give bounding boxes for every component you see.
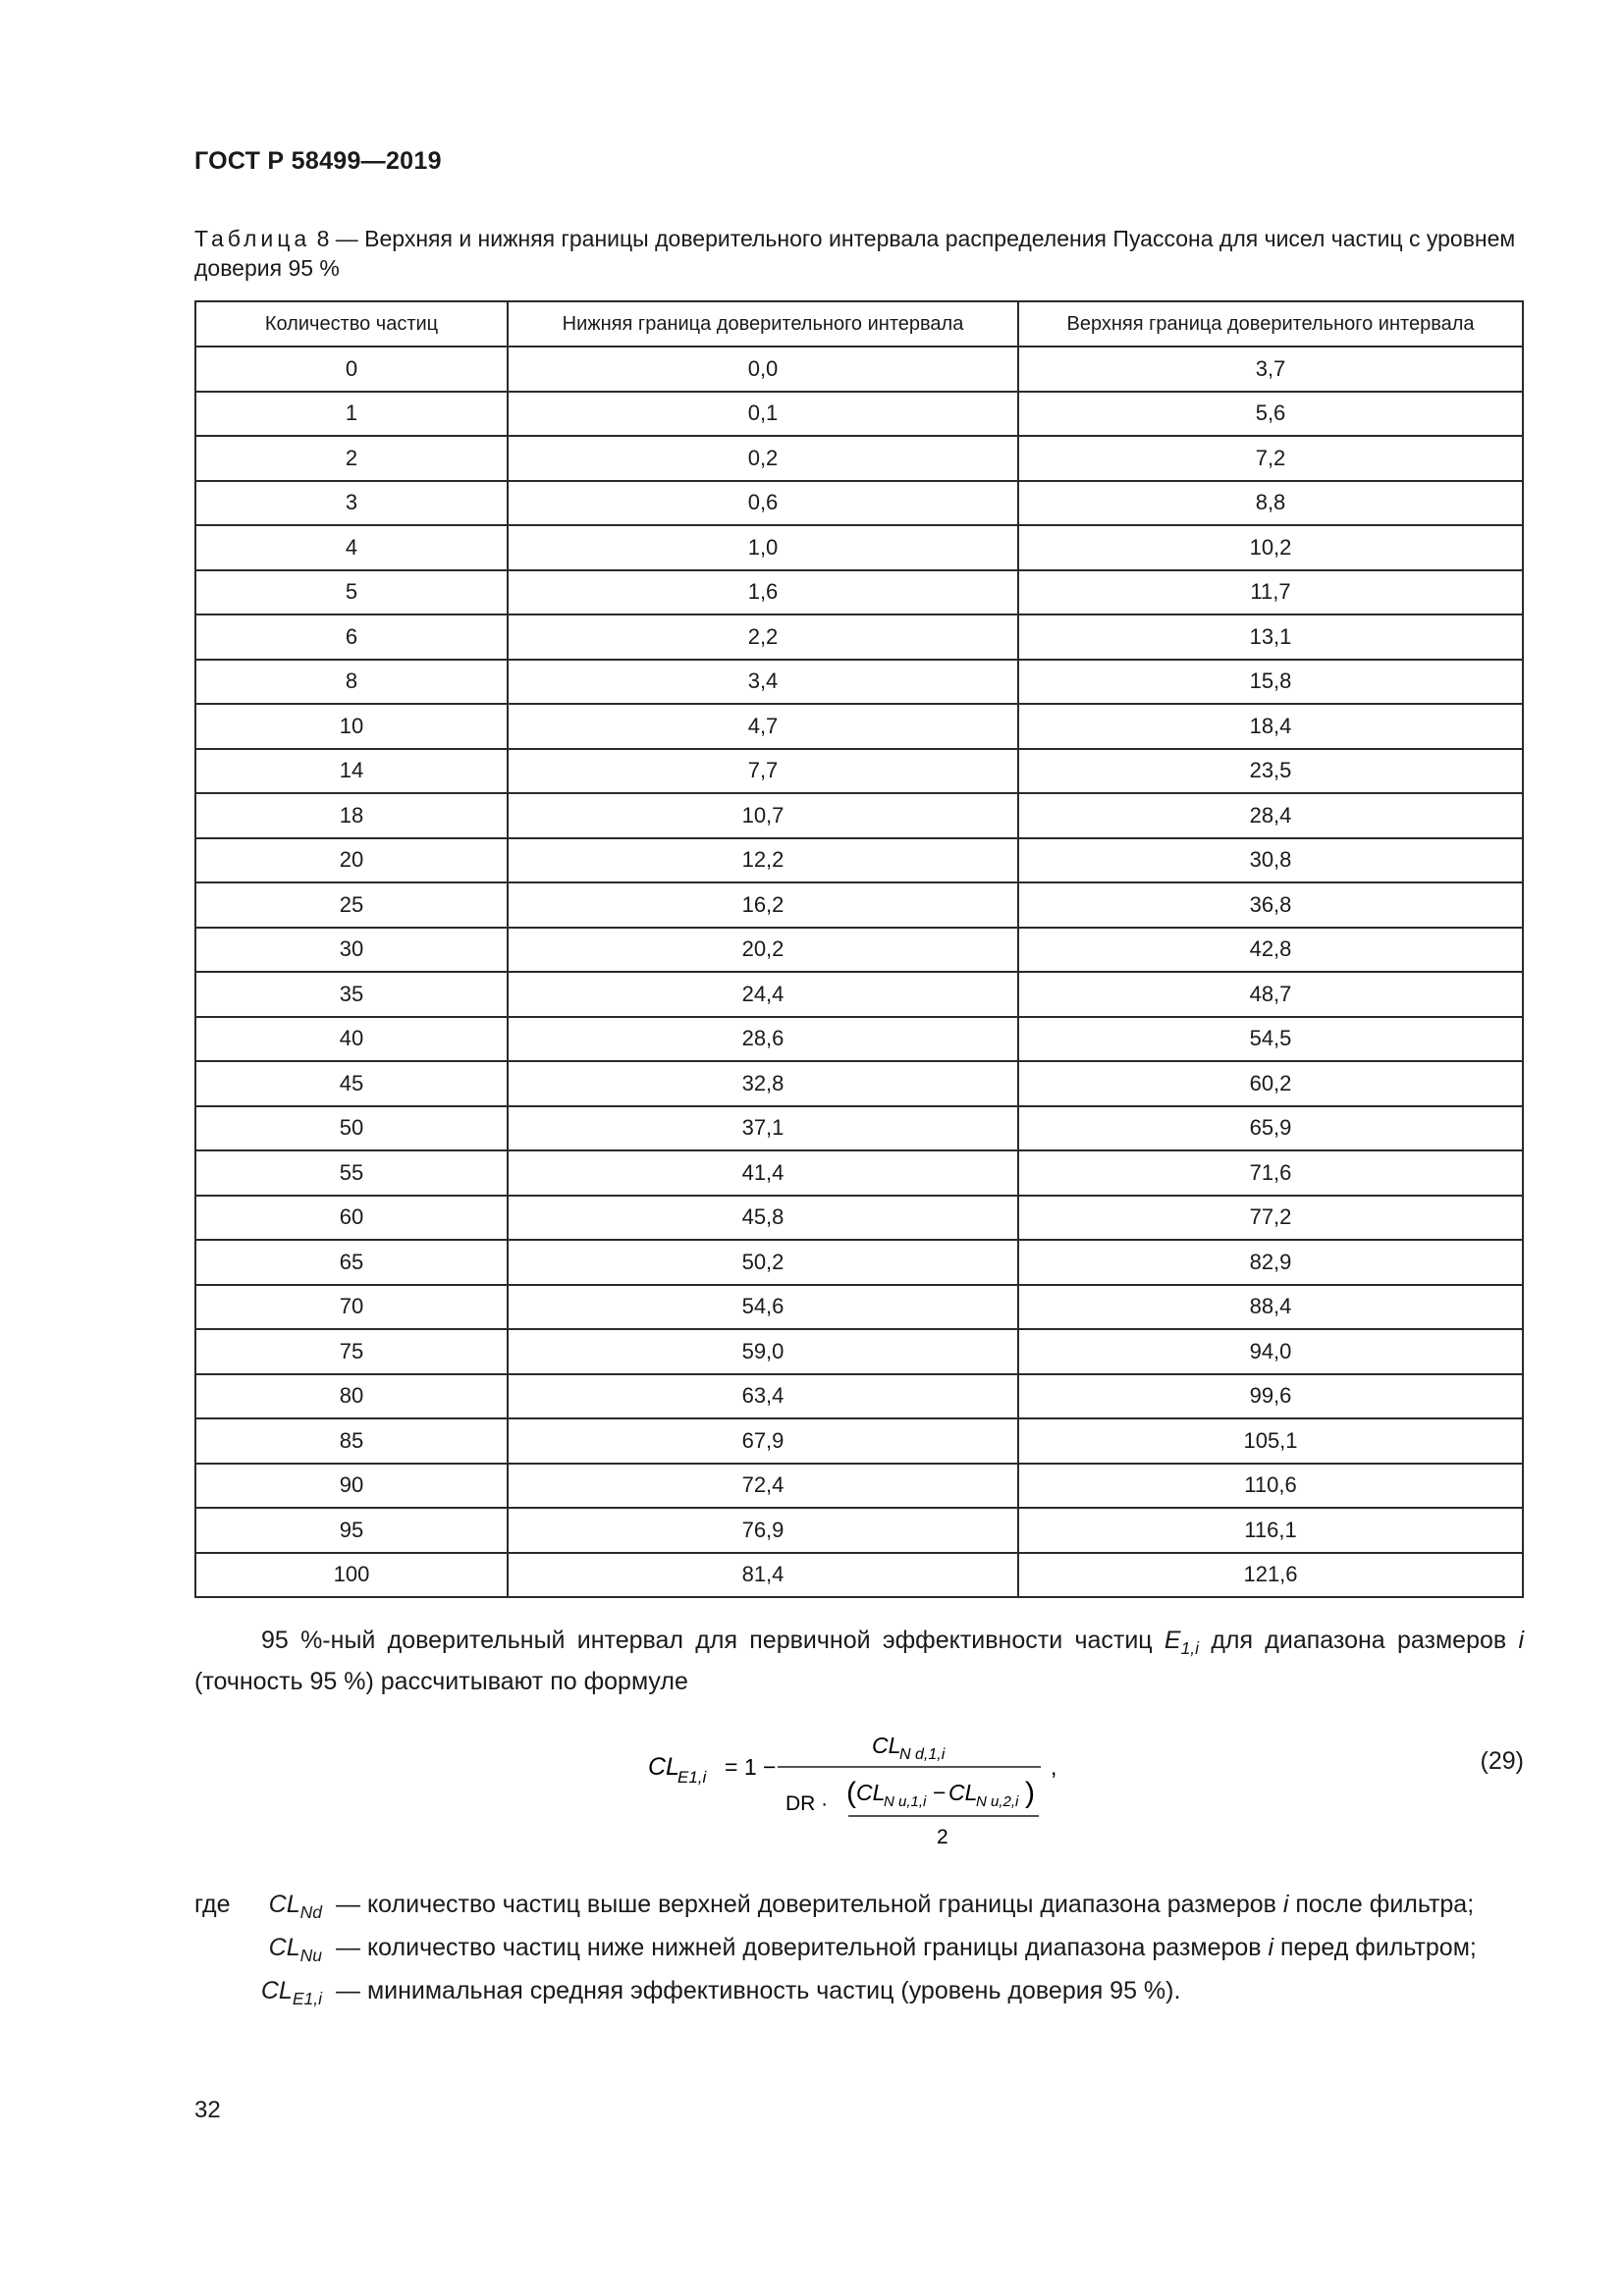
cell-lower-bound: 72,4 — [508, 1464, 1018, 1509]
cell-lower-bound: 24,4 — [508, 972, 1018, 1017]
paragraph-part1: 95 %-ный доверительный интервал для первичной эффективности частиц — [261, 1627, 1164, 1654]
cell-lower-bound: 1,6 — [508, 570, 1018, 615]
formula-den-two: 2 — [937, 1826, 948, 1848]
table-caption-text: 8 — Верхняя и нижняя границы доверительного интервала распределения Пуассона для чисел частиц с уровнем доверия 95 % — [194, 226, 1516, 281]
table-row — [195, 1374, 1523, 1419]
cell-upper-bound: 105,1 — [1018, 1418, 1523, 1464]
cell-lower-bound: 28,6 — [508, 1017, 1018, 1062]
cell-lower-bound: 0,2 — [508, 436, 1018, 481]
cell-particle-count: 70 — [195, 1285, 508, 1330]
cell-upper-bound: 71,6 — [1018, 1150, 1523, 1196]
cell-upper-bound: 94,0 — [1018, 1329, 1523, 1374]
cell-particle-count: 35 — [195, 972, 508, 1017]
table-row — [195, 1464, 1523, 1509]
table-row — [195, 392, 1523, 437]
table-row — [195, 704, 1523, 749]
cell-upper-bound: 18,4 — [1018, 704, 1523, 749]
table-row — [195, 614, 1523, 660]
definition-symbol: $CL_{E1,i}$ — [260, 1977, 322, 2009]
definitions-list — [194, 1889, 1524, 2018]
table-row — [195, 1017, 1523, 1062]
definition-symbol: где $CL_{Nd}$ — [194, 1891, 322, 1923]
cell-upper-bound: 36,8 — [1018, 882, 1523, 928]
cell-lower-bound: 20,2 — [508, 928, 1018, 973]
cell-particle-count: 1 — [195, 392, 508, 437]
column-header-lower-bound: Нижняя граница доверительного интервала — [508, 301, 1018, 347]
cell-lower-bound: 12,2 — [508, 838, 1018, 883]
cell-upper-bound: 48,7 — [1018, 972, 1523, 1017]
cell-upper-bound: 88,4 — [1018, 1285, 1523, 1330]
definition-text: — минимальная средняя эффективность частиц (уровень доверия 95 %). — [336, 1977, 1181, 2005]
formula-den-b: CL — [948, 1780, 978, 1805]
table-row — [195, 660, 1523, 705]
formula-lhs: CL — [648, 1753, 679, 1781]
cell-lower-bound: 3,4 — [508, 660, 1018, 705]
cell-particle-count: 75 — [195, 1329, 508, 1374]
cell-particle-count: 5 — [195, 570, 508, 615]
formula-paren-open: ( — [846, 1777, 856, 1809]
cell-particle-count: 50 — [195, 1106, 508, 1151]
paragraph-symbol: E — [1164, 1627, 1181, 1654]
cell-lower-bound: 0,1 — [508, 392, 1018, 437]
paragraph-part2: для диапазона размеров — [1199, 1627, 1519, 1654]
column-header-particle-count: Количество частиц — [195, 301, 508, 347]
table-row — [195, 1106, 1523, 1151]
table-body — [195, 347, 1523, 1597]
confidence-interval-table — [194, 300, 1524, 1598]
table-row — [195, 347, 1523, 392]
page-number: 32 — [194, 2097, 221, 2123]
cell-upper-bound: 8,8 — [1018, 481, 1523, 526]
formula-den-dr: DR · — [785, 1792, 829, 1815]
formula-comma: , — [1051, 1754, 1057, 1780]
table-row — [195, 525, 1523, 570]
cell-particle-count: 40 — [195, 1017, 508, 1062]
cell-particle-count: 95 — [195, 1508, 508, 1553]
table-row — [195, 793, 1523, 838]
table-row — [195, 972, 1523, 1017]
formula-den-minus: − — [933, 1780, 947, 1805]
cell-particle-count: 18 — [195, 793, 508, 838]
document-header: ГОСТ Р 58499—2019 — [194, 147, 442, 175]
cell-particle-count: 55 — [195, 1150, 508, 1196]
table-row — [195, 1061, 1523, 1106]
table-row — [195, 1508, 1523, 1553]
cell-lower-bound: 67,9 — [508, 1418, 1018, 1464]
table-row — [195, 1329, 1523, 1374]
cell-particle-count: 80 — [195, 1374, 508, 1419]
cell-lower-bound: 45,8 — [508, 1196, 1018, 1241]
table-row — [195, 1418, 1523, 1464]
definition-symbol: $CL_{Nu}$ — [268, 1934, 322, 1966]
column-header-upper-bound: Верхняя граница доверительного интервала — [1018, 301, 1523, 347]
cell-particle-count: 4 — [195, 525, 508, 570]
formula-num-sub: N d,1,i — [899, 1746, 946, 1763]
cell-lower-bound: 41,4 — [508, 1150, 1018, 1196]
cell-upper-bound: 28,4 — [1018, 793, 1523, 838]
cell-upper-bound: 116,1 — [1018, 1508, 1523, 1553]
cell-upper-bound: 110,6 — [1018, 1464, 1523, 1509]
cell-upper-bound: 11,7 — [1018, 570, 1523, 615]
cell-particle-count: 45 — [195, 1061, 508, 1106]
cell-upper-bound: 10,2 — [1018, 525, 1523, 570]
cell-upper-bound: 3,7 — [1018, 347, 1523, 392]
cell-lower-bound: 4,7 — [508, 704, 1018, 749]
cell-upper-bound: 15,8 — [1018, 660, 1523, 705]
cell-particle-count: 3 — [195, 481, 508, 526]
cell-particle-count: 14 — [195, 749, 508, 794]
table-row — [195, 436, 1523, 481]
table-header-row — [195, 301, 1523, 347]
table-row — [195, 1553, 1523, 1598]
definition-text: — количество частиц ниже нижней доверительной границы диапазона размеров i перед фильтром; — [336, 1934, 1477, 1962]
table-caption — [194, 224, 1522, 283]
formula-num: CL — [872, 1733, 901, 1758]
cell-upper-bound: 60,2 — [1018, 1061, 1523, 1106]
formula-eq: = 1 − — [725, 1754, 777, 1780]
cell-lower-bound: 32,8 — [508, 1061, 1018, 1106]
cell-lower-bound: 63,4 — [508, 1374, 1018, 1419]
definition-item — [194, 1932, 1524, 1971]
cell-lower-bound: 54,6 — [508, 1285, 1018, 1330]
paragraph-symbol-sub: 1,i — [1180, 1638, 1200, 1659]
cell-particle-count: 8 — [195, 660, 508, 705]
cell-upper-bound: 42,8 — [1018, 928, 1523, 973]
formula-lhs-sub: E1,i — [677, 1768, 707, 1787]
table-row — [195, 570, 1523, 615]
cell-particle-count: 30 — [195, 928, 508, 973]
cell-lower-bound: 81,4 — [508, 1553, 1018, 1598]
definition-item — [194, 1889, 1524, 1928]
cell-particle-count: 100 — [195, 1553, 508, 1598]
cell-particle-count: 0 — [195, 347, 508, 392]
cell-upper-bound: 13,1 — [1018, 614, 1523, 660]
cell-lower-bound: 1,0 — [508, 525, 1018, 570]
cell-lower-bound: 7,7 — [508, 749, 1018, 794]
cell-lower-bound: 76,9 — [508, 1508, 1018, 1553]
cell-upper-bound: 65,9 — [1018, 1106, 1523, 1151]
paragraph-part3: (точность 95 %) рассчитывают по формуле — [194, 1668, 688, 1696]
formula-den-a: CL — [856, 1780, 886, 1805]
cell-lower-bound: 2,2 — [508, 614, 1018, 660]
formula-den-a-sub: N u,1,i — [884, 1793, 927, 1810]
cell-upper-bound: 99,6 — [1018, 1374, 1523, 1419]
formula-intro-paragraph — [194, 1624, 1524, 1698]
cell-lower-bound: 50,2 — [508, 1240, 1018, 1285]
cell-particle-count: 25 — [195, 882, 508, 928]
cell-upper-bound: 82,9 — [1018, 1240, 1523, 1285]
table-row — [195, 749, 1523, 794]
cell-particle-count: 60 — [195, 1196, 508, 1241]
table-row — [195, 1285, 1523, 1330]
cell-lower-bound: 10,7 — [508, 793, 1018, 838]
cell-lower-bound: 59,0 — [508, 1329, 1018, 1374]
formula-29 — [648, 1724, 1080, 1851]
cell-lower-bound: 37,1 — [508, 1106, 1018, 1151]
formula-den-b-sub: N u,2,i — [976, 1793, 1019, 1810]
table-row — [195, 1196, 1523, 1241]
formula-paren-close: ) — [1025, 1777, 1035, 1809]
cell-particle-count: 6 — [195, 614, 508, 660]
cell-particle-count: 90 — [195, 1464, 508, 1509]
paragraph-var-i: i — [1518, 1627, 1524, 1654]
table-row — [195, 882, 1523, 928]
cell-lower-bound: 0,0 — [508, 347, 1018, 392]
formula-number: (29) — [1480, 1747, 1524, 1775]
cell-particle-count: 2 — [195, 436, 508, 481]
definitions-where: где — [194, 1891, 231, 1918]
cell-upper-bound: 54,5 — [1018, 1017, 1523, 1062]
cell-upper-bound: 7,2 — [1018, 436, 1523, 481]
cell-upper-bound: 121,6 — [1018, 1553, 1523, 1598]
cell-upper-bound: 77,2 — [1018, 1196, 1523, 1241]
table-row — [195, 1150, 1523, 1196]
table-row — [195, 481, 1523, 526]
table-row — [195, 1240, 1523, 1285]
cell-particle-count: 65 — [195, 1240, 508, 1285]
cell-particle-count: 20 — [195, 838, 508, 883]
cell-upper-bound: 30,8 — [1018, 838, 1523, 883]
table-row — [195, 838, 1523, 883]
definition-item — [194, 1975, 1524, 2014]
cell-particle-count: 85 — [195, 1418, 508, 1464]
table-caption-label: Таблица — [194, 226, 311, 251]
cell-upper-bound: 23,5 — [1018, 749, 1523, 794]
definition-text: — количество частиц выше верхней доверительной границы диапазона размеров i после фильтра; — [336, 1891, 1475, 1918]
cell-lower-bound: 0,6 — [508, 481, 1018, 526]
cell-particle-count: 10 — [195, 704, 508, 749]
cell-lower-bound: 16,2 — [508, 882, 1018, 928]
cell-upper-bound: 5,6 — [1018, 392, 1523, 437]
table-row — [195, 928, 1523, 973]
